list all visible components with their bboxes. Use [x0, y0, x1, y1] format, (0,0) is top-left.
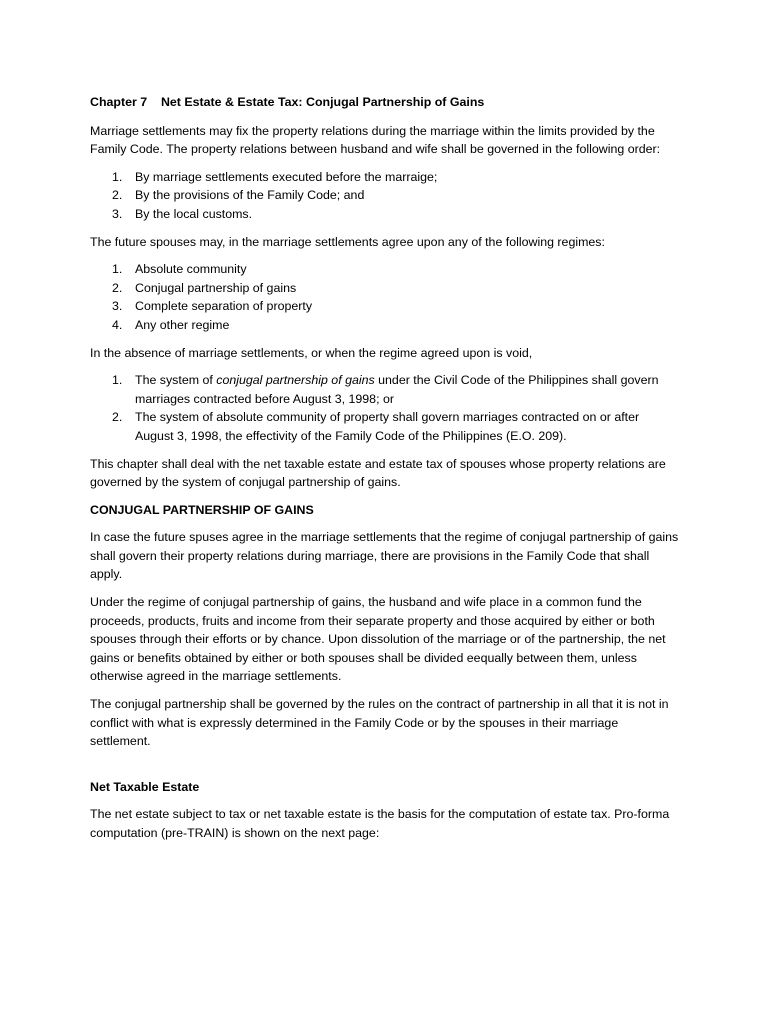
list-item [90, 371, 680, 408]
list-item-text: Any other regime [135, 317, 230, 332]
list-item-text-start: The system of [135, 373, 217, 388]
list-item-text-end: under the Civil Code of the Philippines shall govern marriages contracted before August 3, 1998; or [135, 373, 659, 406]
list-item [90, 168, 680, 187]
list-number: 2. [112, 410, 123, 425]
list-item [90, 260, 680, 279]
list-number: 3. [112, 299, 123, 314]
list-number: 3. [112, 206, 123, 221]
net-taxable-estate-heading: Net Taxable Estate [90, 779, 200, 794]
regimes-paragraph: The future spouses may, in the marriage settlements agree upon any of the following regimes: [90, 234, 605, 249]
list-number: 2. [112, 280, 123, 295]
list-item-text: Complete separation of property [135, 299, 313, 314]
chapter-scope-paragraph: This chapter shall deal with the net taxable estate and estate tax of spouses whose property relations are governed by the system of conjugal partnership of gains. [90, 456, 666, 490]
cpg-paragraph: In case the future spuses agree in the marriage settlements that the regime of conjugal partnership of gains shall govern their property relations during marriage, there are provisions in the Family Code that shall apply. [90, 530, 679, 582]
list-item [90, 279, 680, 298]
cpg-section-heading: CONJUGAL PARTNERSHIP OF GAINS [90, 502, 314, 517]
chapter-title: Net Estate & Estate Tax: Conjugal Partnership of Gains [160, 95, 485, 109]
list-item-emphasis: conjugal partnership of gains [216, 373, 375, 388]
list-item-text: By the local customs. [135, 206, 253, 221]
intro-paragraph: Marriage settlements may fix the property relations during the marriage within the limits provided by the Family Code. The property relations between husband and wife shall be governed in the following order: [90, 123, 661, 157]
list-number: 4. [112, 317, 123, 332]
cpg-paragraph: Under the regime of conjugal partnership of gains, the husband and wife place in a common fund the proceeds, products, fruits and income from their separate property and those acquired by either or both spouses through their efforts or by chance. Upon dissolution of the marriage or of the partnership, the net gains or benefits obtained by either or both spouses shall be divided eequally between them, unless otherwise agreed in the marriage settlements. [90, 595, 666, 684]
list-item-text: Absolute community [135, 262, 247, 277]
list-number: 1. [112, 169, 123, 184]
list-item-text: The system of absolute community of property shall govern marriages contracted on or after August 3, 1998, the effectivity of the Family Code of the Philippines (E.O. 209). [135, 410, 640, 443]
list-item [90, 408, 680, 445]
cpg-paragraph: The conjugal partnership shall be governed by the rules on the contract of partnership in all that it is not in conflict with what is expressly determined in the Family Code or by the spouses in their marriage settlement. [90, 697, 669, 749]
list-item [90, 186, 680, 205]
list-number: 1. [112, 262, 123, 277]
default-regime-list [90, 371, 680, 445]
absence-paragraph: In the absence of marriage settlements, or when the regime agreed upon is void, [90, 345, 533, 360]
list-item-text: By marriage settlements executed before the marraige; [135, 169, 438, 184]
net-taxable-estate-paragraph: The net estate subject to tax or net taxable estate is the basis for the computation of estate tax. Pro-forma computation (pre-TRAIN) is shown on the next page: [90, 807, 670, 840]
list-item-text: Conjugal partnership of gains [135, 280, 297, 295]
regimes-list [90, 260, 680, 334]
list-item [90, 205, 680, 224]
chapter-number: Chapter 7 [90, 95, 148, 109]
list-item [90, 297, 680, 316]
property-relations-order-list [90, 168, 680, 224]
list-item-text: By the provisions of the Family Code; and [135, 188, 365, 203]
list-number: 2. [112, 188, 123, 203]
chapter-heading [90, 93, 680, 112]
list-item [90, 316, 680, 335]
document-page [90, 93, 680, 852]
list-number: 1. [112, 373, 123, 388]
